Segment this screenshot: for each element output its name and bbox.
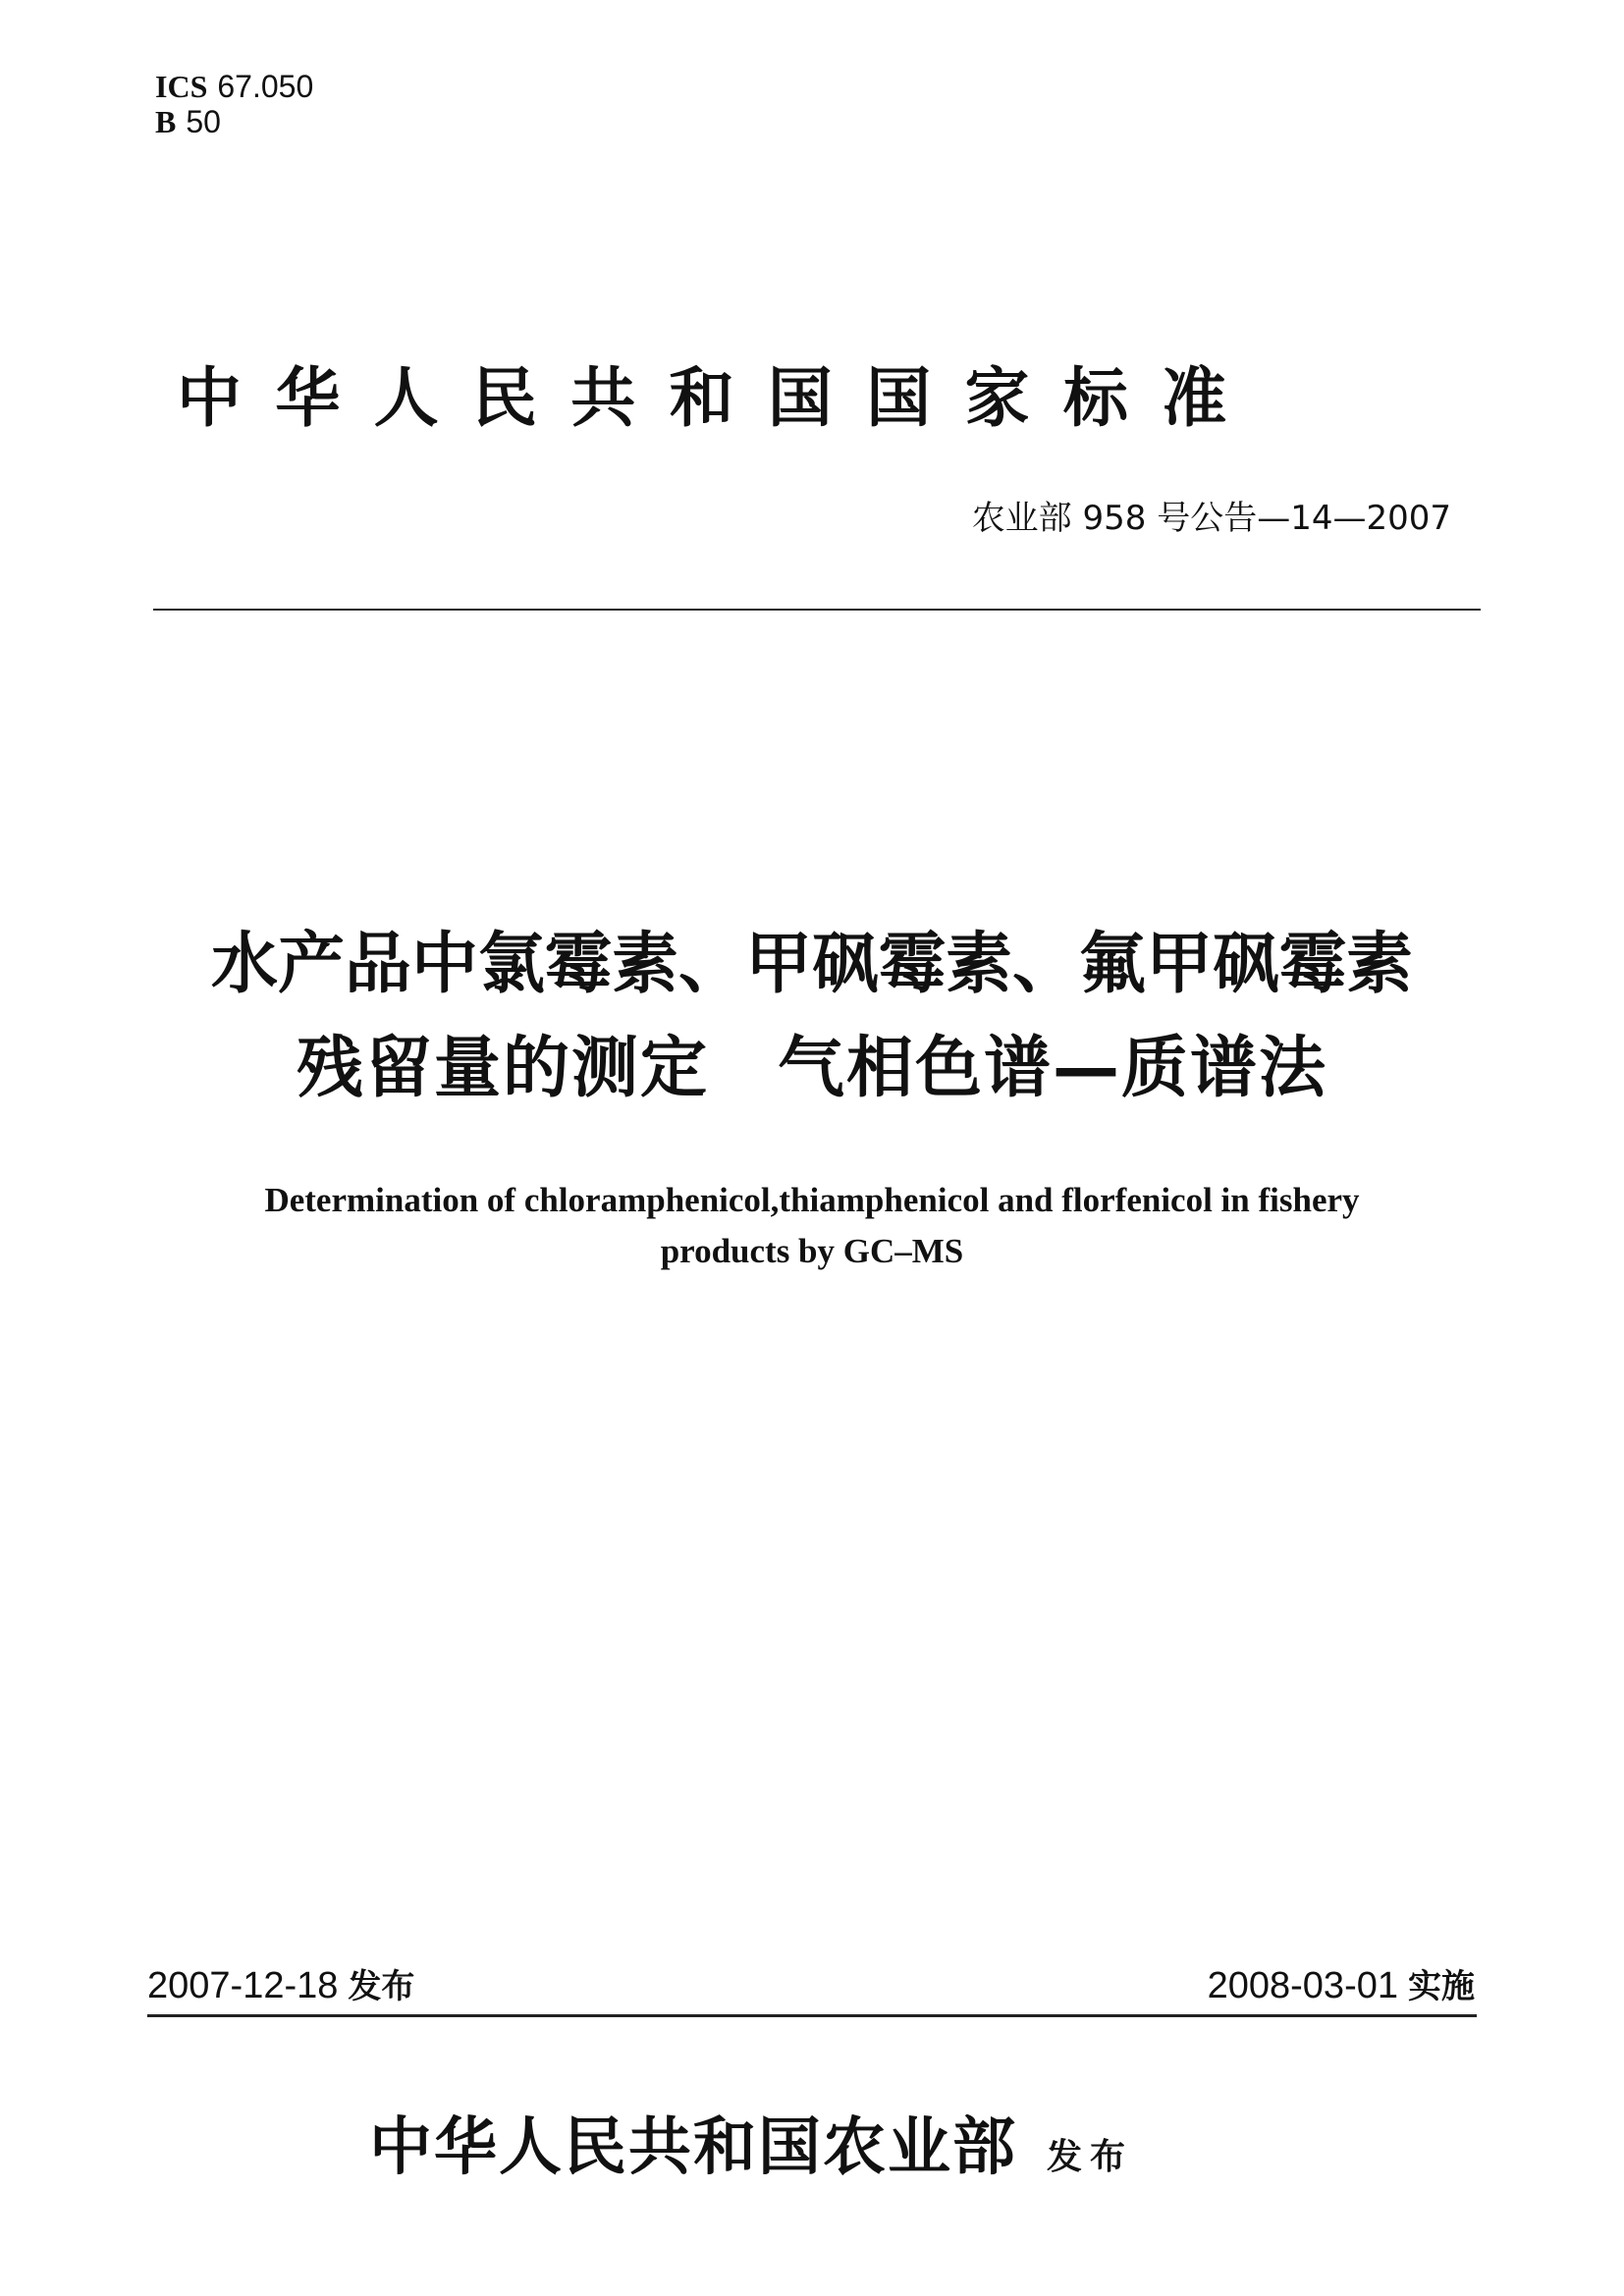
classification-codes bbox=[155, 69, 313, 139]
bottom-divider bbox=[147, 2014, 1477, 2017]
implementation-label: 实施 bbox=[1408, 1967, 1475, 2006]
issue-date-block bbox=[147, 1959, 414, 2007]
ics-line bbox=[155, 69, 313, 104]
chinese-title-line-1: 水产品中氯霉素、甲砜霉素、氟甲砜霉素 bbox=[210, 926, 1413, 1003]
chinese-title-line-2: 残留量的测定 气相色谱—质谱法 bbox=[296, 1030, 1327, 1107]
issuer-name: 中华人民共和国农业部 bbox=[369, 2110, 1017, 2184]
national-standard-heading: 中华人民共和国国家标准 bbox=[177, 360, 1261, 436]
english-title-line-1: Determination of chloramphenicol,thiamphenicol and florfenicol in fishery bbox=[264, 1181, 1360, 1219]
ics-code: 67.050 bbox=[217, 69, 314, 104]
issuing-authority bbox=[369, 2097, 1133, 2187]
ics-label: ICS bbox=[155, 69, 208, 104]
implementation-date-block bbox=[1208, 1959, 1475, 2007]
english-title-line-2: products by GC–MS bbox=[660, 1232, 964, 1270]
issue-label: 发布 bbox=[348, 1967, 415, 2006]
ccs-code: 50 bbox=[186, 104, 221, 139]
implementation-date: 2008-03-01 bbox=[1207, 1965, 1398, 2006]
top-divider bbox=[153, 609, 1481, 611]
issue-date: 2007-12-18 bbox=[147, 1965, 339, 2006]
issuer-suffix: 发布 bbox=[1047, 2137, 1134, 2177]
ccs-line bbox=[155, 104, 313, 139]
ccs-label: B bbox=[155, 104, 177, 139]
standard-number: 农业部 958 号公告—14—2007 bbox=[971, 499, 1451, 538]
